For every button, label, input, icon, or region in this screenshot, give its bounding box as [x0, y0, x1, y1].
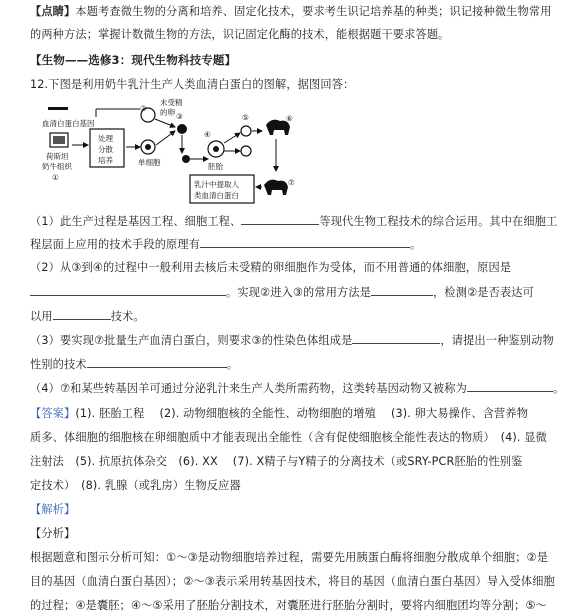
- q2-text-e: 技术。: [110, 310, 145, 323]
- q1-text-c: 程层面上应用的技术手段的原理有: [30, 238, 201, 251]
- label-process-1: 处理: [98, 134, 113, 143]
- q2-text-b: 。实现②进入③的常用方法是: [226, 286, 372, 299]
- question-2-line-2: [30, 284, 540, 301]
- label-num-7: ⑦: [288, 178, 295, 187]
- question-3-line-2: 性别的技术 。: [30, 358, 239, 371]
- label-process-3: 培养: [98, 156, 113, 165]
- reconstructed-cell-icon: [177, 124, 187, 134]
- fenxi-line-2: 目的基因（血清白蛋白基因）；②～③表示采用转基因技术，将目的基因（血清白蛋白基因）导入受体细胞: [30, 575, 555, 588]
- label-single-cell: 单细胞: [138, 158, 161, 167]
- gene-bar-icon: [48, 107, 68, 110]
- label-extract-1: 乳汁中提取人: [194, 180, 239, 189]
- question-4-line: （4）⑦和某些转基因羊可通过分泌乳汁来生产人类所需药物，这类转基因动物又被称为 。: [30, 382, 564, 395]
- blank-3: [30, 284, 226, 296]
- blank-1: [241, 213, 319, 225]
- blank-2: [200, 236, 410, 248]
- label-num-2: ②: [140, 104, 147, 113]
- label-process-2: 分散: [98, 145, 113, 154]
- blank-4: [371, 284, 433, 296]
- question-1-line-2: 程层面上应用的技术手段的原理有 。: [30, 238, 422, 251]
- dianjing-line-1: [30, 4, 552, 20]
- jiexi-label: 【解析】: [30, 503, 76, 516]
- label-num-4: ④: [204, 130, 211, 139]
- fenxi-line-3: 的过程；④是囊胚；④～⑤采用了胚胎分割技术，对囊胚进行胚胎分割时，要将内细胞团均等分割；⑤～: [30, 599, 547, 612]
- label-num-6: ⑥: [286, 114, 293, 123]
- answer-line-2: 质多、体细胞的细胞核在卵细胞质中才能表现出全能性（含有促使细胞核全能性表达的物质） (4). 显微: [30, 431, 547, 444]
- dianjing-label: 【点睛】: [30, 5, 76, 18]
- dianjing-text-1: 本题考查微生物的分离和培养、固定化技术，要求考生识记培养基的种类；识记接种微生物常用: [75, 5, 552, 18]
- transgenic-cow-icon: [264, 180, 288, 195]
- question-stem: 12.下图是利用奶牛乳汁生产人类血清白蛋白的图解，据图回答：: [30, 78, 355, 91]
- label-num-3: ③: [176, 112, 183, 121]
- answer-text-1: (1). 胚胎工程 (2). 动物细胞核的全能性、动物细胞的增殖 (3). 卵大易操作、含营养物: [75, 407, 529, 420]
- answer-label: 【答案】: [30, 407, 76, 420]
- label-num-5: ⑤: [242, 113, 249, 122]
- fenxi-label: 【分析】: [30, 527, 76, 540]
- blank-8: [467, 380, 553, 392]
- section-title: 【生物——选修3：现代生物科技专题】: [30, 53, 237, 67]
- label-num-1: ①: [52, 173, 59, 182]
- label-gene: 血清白蛋白基因: [42, 119, 95, 128]
- answer-line-4: 定技术） (8). 乳腺（或乳房）生物反应器: [30, 479, 241, 492]
- label-egg-1: 未受精: [160, 98, 183, 107]
- q3-text-c: 性别的技术: [30, 358, 87, 371]
- blank-7: [87, 356, 227, 368]
- process-diagram: [40, 95, 300, 210]
- question-1-line-1: [30, 213, 558, 230]
- answer-line-1: [30, 406, 540, 422]
- label-egg-2: 的卵: [160, 108, 175, 117]
- fenxi-line-1: 根据题意和图示分析可知：①～③是动物细胞培养过程，需要先用胰蛋白酶将细胞分散成单个细胞；②是: [30, 551, 549, 564]
- blank-6: [352, 332, 440, 344]
- answer-line-3: 注射法 (5). 抗原抗体杂交 (6). XX (7). X精子与Y精子的分离技术（或SRY-PCR胚胎的性别鉴: [30, 455, 523, 468]
- label-cow-tissue-1: 荷斯坦: [46, 152, 69, 161]
- question-2-line-1: （2）从③到④的过程中一般利用去核后未受精的卵细胞作为受体，而不用普通的体细胞，原因是: [30, 261, 512, 274]
- q3-text-b: ，请提出一种鉴别动物: [440, 334, 554, 347]
- q1-text-b: 等现代生物工程技术的综合运用。其中在细胞工: [319, 215, 558, 228]
- dianjing-line-2: 的两种方法；掌握计数微生物的方法，识记固定化酶的技术，能根据题干要求答题。: [30, 28, 450, 41]
- label-cow-tissue-2: 奶牛组织: [42, 162, 72, 171]
- q2-text-d: 以用: [30, 310, 53, 323]
- question-3-line-1: [30, 332, 554, 349]
- question-2-line-3: [30, 308, 540, 325]
- q4-text: （4）⑦和某些转基因羊可通过分泌乳汁来生产人类所需药物，这类转基因动物又被称为: [30, 382, 467, 395]
- q2-text-c: ，检测②是否表达可: [433, 286, 534, 299]
- label-embryo: 胚胎: [208, 162, 223, 171]
- q1-text-a: （1）此生产过程是基因工程、细胞工程、: [30, 215, 242, 228]
- label-extract-2: 类血清白蛋白: [194, 191, 239, 200]
- blank-5: [53, 308, 111, 320]
- q3-text-a: （3）要实现⑦批量生产血清白蛋白，则要求③的性染色体组成是: [30, 334, 353, 347]
